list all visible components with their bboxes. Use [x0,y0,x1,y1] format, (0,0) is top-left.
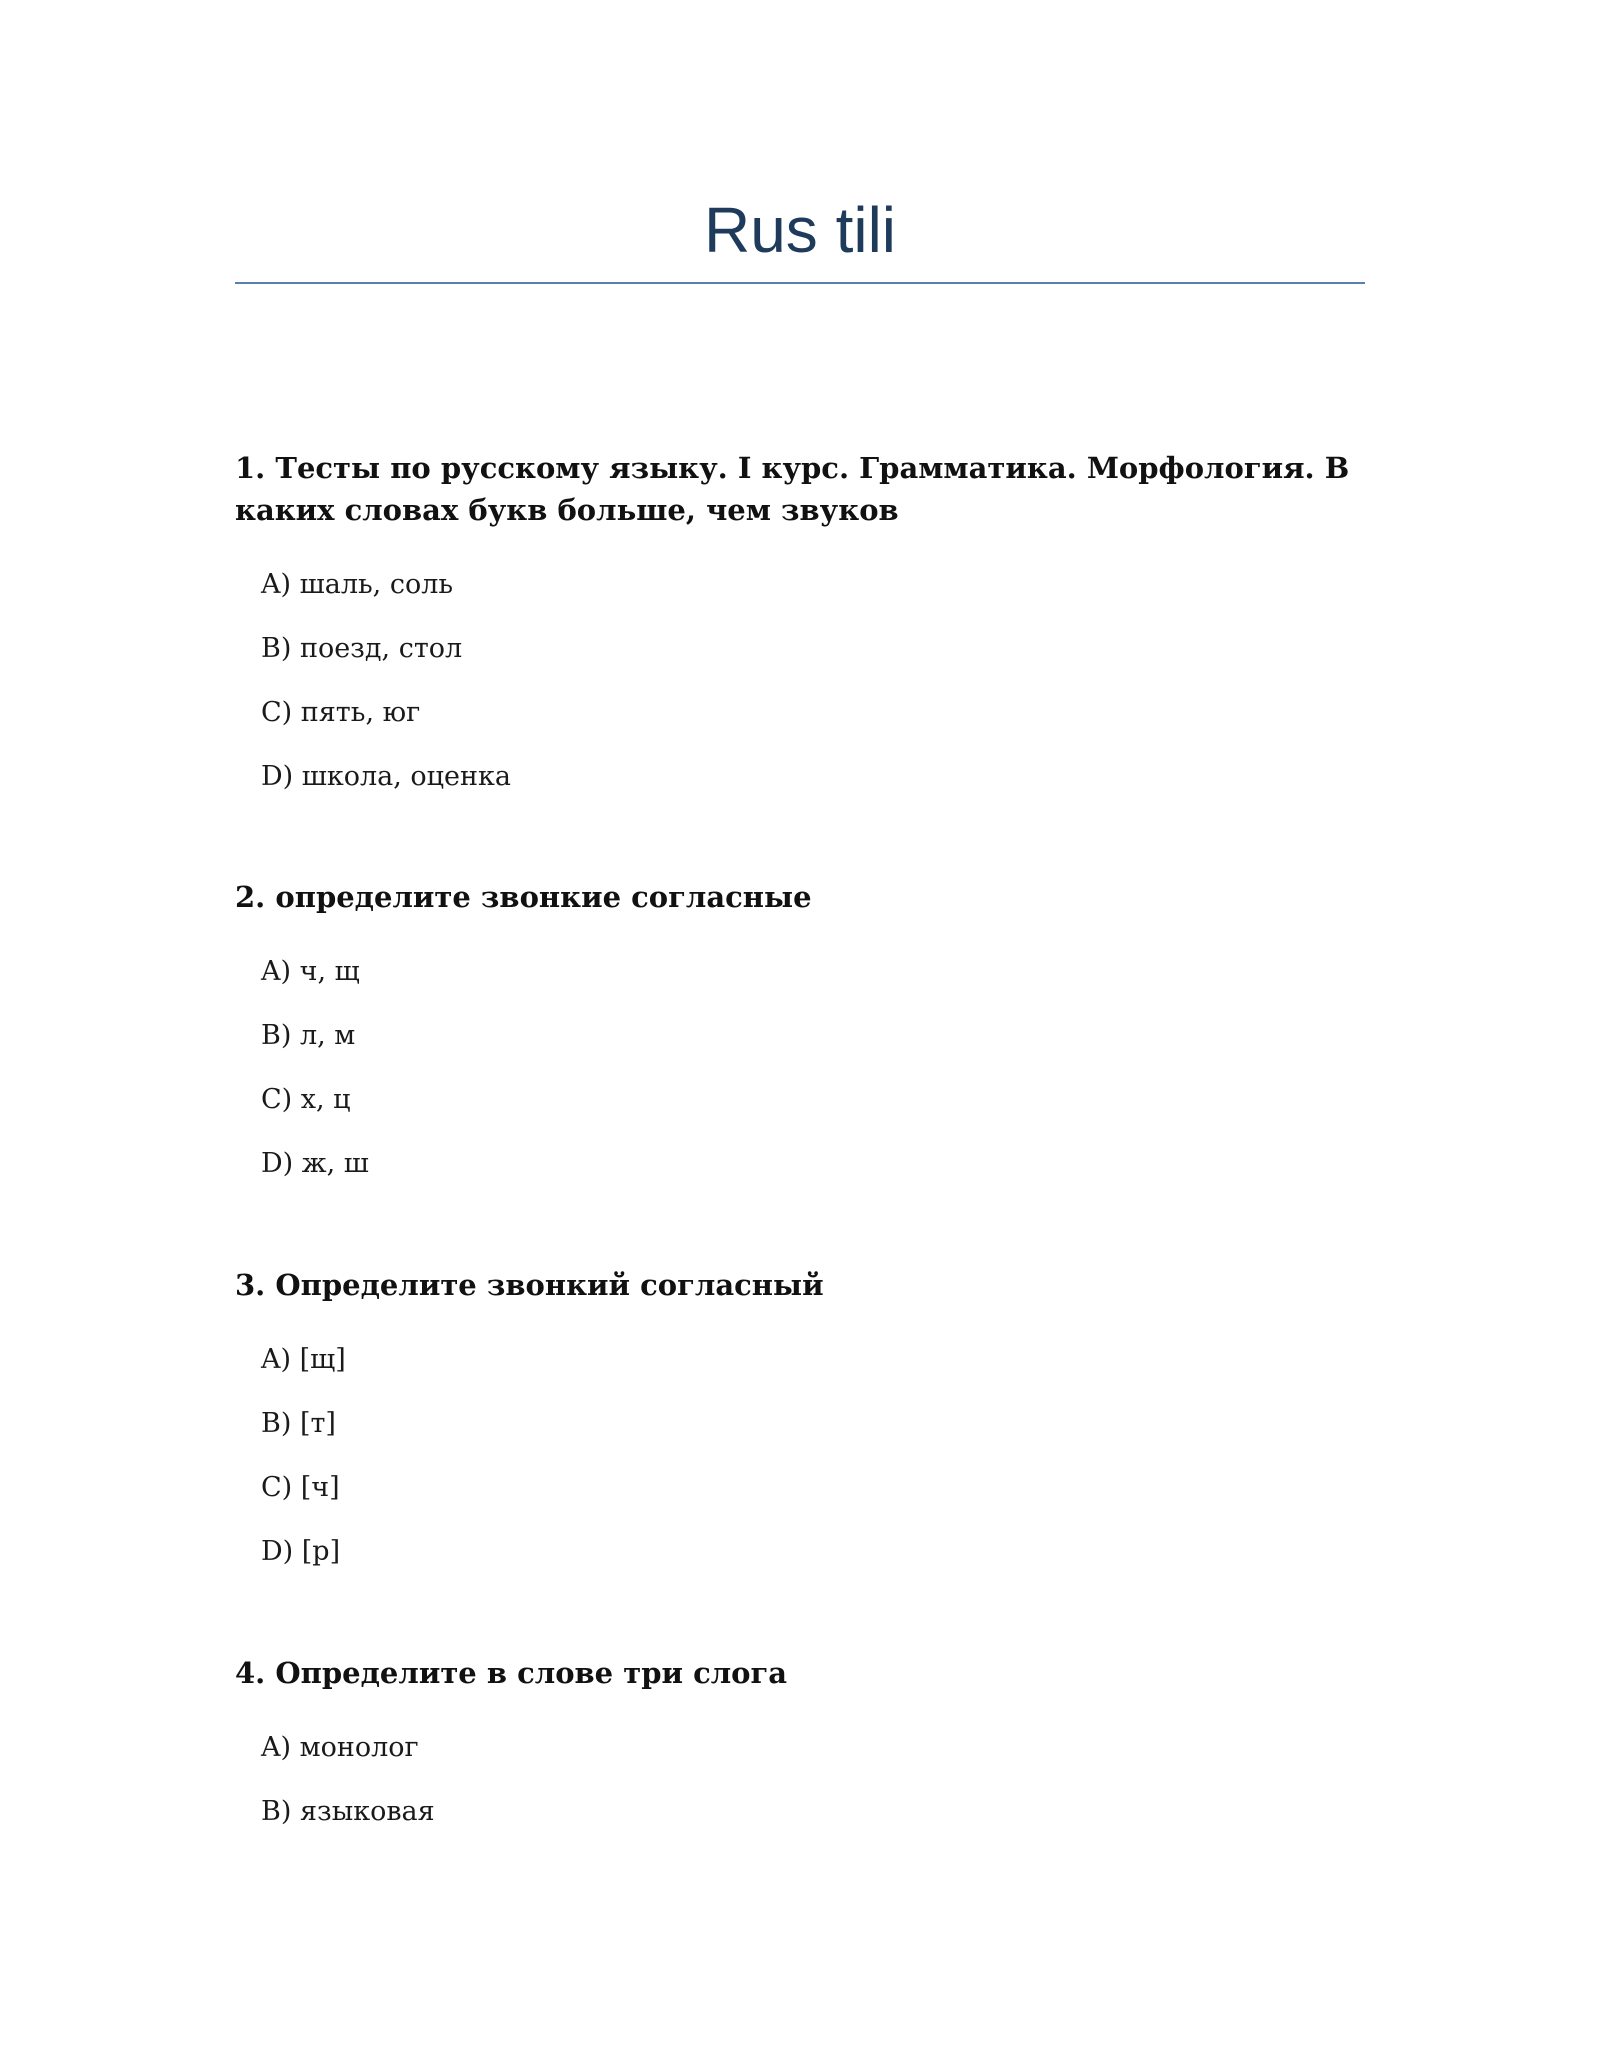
question-2 [235,876,1355,1196]
answer-option-d: D) [р] [261,1536,341,1567]
answer-option-c: C) [ч] [261,1472,340,1503]
answer-option-d: D) школа, оценка [261,761,511,792]
answer-option-c: C) пять, юг [261,697,421,728]
answer-option-a: A) шаль, соль [261,569,454,600]
answer-option-b: B) языковая [261,1796,435,1827]
question-text: 2. определите звонкие согласные [235,880,812,914]
question-text: 1. Тесты по русскому языку. I курс. Грамматика. Морфология. В каких словах букв больше, чем звуков [235,451,1350,527]
title-divider [235,282,1365,284]
question-text: 3. Определите звонкий согласный [235,1268,824,1302]
answer-option-a: A) [щ] [261,1344,346,1375]
answer-option-b: B) поезд, стол [261,633,463,664]
question-3 [235,1264,1355,1584]
document-title: Rus tili [703,194,897,266]
answer-option-c: C) х, ц [261,1084,351,1115]
answer-option-d: D) ж, ш [261,1148,369,1179]
question-text: 4. Определите в слове три слога [235,1656,788,1690]
document-header [235,190,1365,284]
question-1 [235,447,1355,809]
answer-option-a: A) монолог [261,1732,419,1763]
answer-option-b: B) [т] [261,1408,336,1439]
answer-option-a: A) ч, щ [261,956,360,987]
question-4 [235,1652,1355,1844]
answer-option-b: B) л, м [261,1020,356,1051]
